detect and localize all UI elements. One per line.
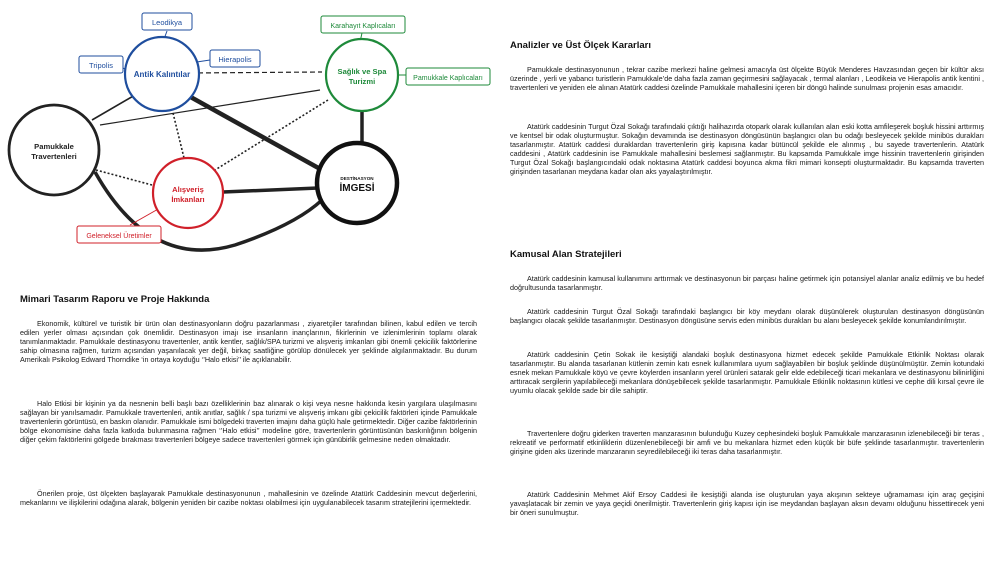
node-antik-kalintilar xyxy=(125,37,199,111)
node-saglik-label-2: Turizmi xyxy=(348,77,376,86)
right-paragraph-4: Atatürk caddesinin Turgut Özal Sokağı tarafındaki başlangıcı bir köy meydanı olarak düşünülerek oluşturulan destinasyon döngüsünün başlangıcı olacak şekilde tasarlanmıştır. Destinasyon döngüsüne servis eden minibüs durakları bu alanı besleyecek şekilde konumlandırılmıştır. xyxy=(510,307,984,325)
link-antik-imge xyxy=(187,95,322,170)
tag-leodikya xyxy=(142,13,192,30)
right-paragraph-5: Atatürk caddesinin Çetin Sokak ile kesiştiği alandaki boşluk destinasyona hizmet edecek şekilde Pamukkale Etkinlik Noktası olarak tasarlanmıştır. Bu alanda tasarlanan kütlenin zemin katı esnek kullanımlara uyum sağlayabilen bir boşluk şeklinde düşünülmüştür. Zemin kotundaki esnek mekan Pamukkale köyü ve çevre köylerden insanların yerel ürünleri satarak gelir elde edebileceği ticari mekanlara ve destinasyonu bilinirliğini arttıracak sergilerin yapılabileceği mekanlara dönüşebilecek şekilde tasarlanmıştır. Pamukkale Etkinlik noktasının kütlesi ve cephe dili kırsal çevre ile uyumlu olacak şekilde sade bir dile sahiptir. xyxy=(510,350,984,395)
node-saglik-label-1: Sağlık ve Spa xyxy=(337,67,387,76)
link-antik-alisveris xyxy=(173,113,185,162)
tag-pamukkale-kaplica xyxy=(406,68,490,85)
node-imge-label-small: DESTİNASYON xyxy=(340,176,374,181)
right-heading-kamusal: Kamusal Alan Stratejileri xyxy=(510,249,622,260)
tag-karahayit-label: Karahayıt Kaplıcaları xyxy=(330,23,396,30)
link-pamukkale-alisveris xyxy=(96,170,152,185)
left-heading: Mimari Tasarım Raporu ve Proje Hakkında xyxy=(20,294,210,305)
right-paragraph-2: Atatürk caddesinin Turgut Özal Sokağı tarafındaki çıktığı halihazırda otopark olarak kullanılan alan eski kotta amfileşerek boşluk hissini arttırmış ve kentsel bir odak oluşturmuştur. Sokağın devamında ise destinasyon döngüsünün başlangıcı olan bu odağı besleyecek şekilde minibüs durakları tasarlanmıştır. Atatürk caddesi duraklardan travertenlerin giriş kapısına kadar bütüncül şekilde ele alınmış , bu sayede travertenlerin. Atatürk caddesini , Atatürk caddesinin ise Pamukkale mahallesini beslemesi sağlanmıştır. Bu kapsamda Pamukkale imge hissinin travertenlerin girişinden Turgut Özal Sokağı başlangıcındaki odak noktasına Atatürk caddesi boyunca akma fikri mimari konsepti oluşturmaktadır. Bu kapsamda traverten girişinden tasarlanan meydana kadar olan aks yayalaştırılmıştır. xyxy=(510,122,984,176)
tag-tripolis xyxy=(79,56,123,73)
node-pamukkale-label-1: Pamukkale xyxy=(34,142,74,151)
left-paragraph-3: Önerilen proje, üst ölçekten başlayarak Pamukkale destinasyonunun , mahallesinin ve özelinde Atatürk Caddesinin mevcut değerlerini, mekanlarını ve ilişkilerini odağına alarak, bölgenin yeniden bir cazibe noktası olabilmesi için uygulanabilecek tasarım stratejilerini içermektedir. xyxy=(20,489,477,507)
tag-geleneksel-label: Geleneksel Üretimler xyxy=(86,233,152,240)
left-paragraph-1: Ekonomik, kültürel ve turistik bir ürün olan destinasyonların doğru pazarlanması , ziyaretçiler tarafından bilinen, kabul edilen ve tercih edilen yerler olması açısından çok önemlidir. Destinasyon imajı ise insanların inançlarının, fikirlerinin ve izlenimlerinin toplamı olarak tanımlanmaktadır. Pamukkale destinasyonu travertenler, antik kentler, sağlık/SPA turizmi ve alışveriş imkanları gibi önemli çekicilik faktörlerine sahip olmasına rağmen, turizm açısından yaşanılacak yer değil, birkaç saatliğine görülüp dönülecek yer şeklinde algılanmaktadır. Bu durum Amerikalı Psikolog Edward Thorndike ‘in ortaya koyduğu ‘’Halo etkisi’’ ile açıklanabilir. xyxy=(20,319,477,364)
node-alisveris-label-1: Alışveriş xyxy=(172,185,204,194)
node-pamukkale-travertenleri xyxy=(9,105,99,195)
link-alisveris-imge xyxy=(223,188,318,192)
link-antik-saglik xyxy=(190,72,322,73)
tag-leodikya-label: Leodikya xyxy=(151,18,183,27)
right-heading-analizler: Analizler ve Üst Ölçek Kararları xyxy=(510,40,651,51)
node-antik-label: Antik Kalıntılar xyxy=(133,70,191,79)
tag-hierapolis-label: Hierapolis xyxy=(218,55,252,64)
node-alisveris-label-2: İmkanları xyxy=(171,195,205,204)
tag-karahayit xyxy=(321,16,405,33)
tag-tripolis-label: Tripolis xyxy=(89,61,113,70)
right-paragraph-3: Atatürk caddesinin kamusal kullanımını arttırmak ve destinasyonun bir parçası haline getirmek için potansiyel alanlar analiz edilmiş ve bu hedef doğrultusunda tasarlanmıştır. xyxy=(510,274,984,292)
node-alisveris-imkanlari xyxy=(153,158,223,228)
node-imge-label-big: İMGESİ xyxy=(339,183,375,194)
tag-hierapolis xyxy=(210,50,260,67)
link-tag-geleneksel xyxy=(130,208,160,225)
destination-image-diagram xyxy=(0,0,500,290)
node-saglik-spa xyxy=(326,39,398,111)
link-saglik-alisveris xyxy=(215,100,328,170)
tag-geleneksel xyxy=(77,226,161,243)
link-pamukkale-antik xyxy=(92,95,135,120)
left-paragraph-2: Halo Etkisi bir kişinin ya da nesnenin belli başlı bazı özelliklerinin baz alınarak o kişi veya nesne hakkında kesin yargılara ulaşılmasını sağlayan bir yanılsamadır. Pamukkale travertenleri, antik anıtlar, sağlık / spa turizmi ve alışveriş imkanı gibi çekicilik faktörleri içinde Pamukkale travertenlerin görüntüsü, en baskın olanıdır. Pamukkale ismi bölgedeki traverten imajını daha güçlü hale getirmektedir. Diğer cazibe faktörlerinin bölge ekonomisine daha fazla katkıda bulunmasına rağmen ‘’Halo etkisi’’ modeline göre, travertenlerin görüntüsünün baskınlığının bölgenin diğer çekim faktörlerini gölgede bırakması travertenleri bölgeye sadece travertenleri görmek için günübirlik gelmesine neden olmaktadır. xyxy=(20,399,477,444)
right-paragraph-1: Pamukkale destinasyonunun , tekrar cazibe merkezi haline gelmesi amacıyla üst ölçekte Büyük Menderes Havzasından geçen bir kültür aksı üzerinde , yerli ve yabancı turistlerin Pamukkale’de daha fazla zaman geçirmesini sağlayacak , termal alanları , Leodikeia ve Hierapolis antik kentini , travertenleri ve yeniden ele alınan Atatürk caddesi özelinde Pamukkale mahallesini içeren bir döngü halinde sunulması projenin esas amacıdır. xyxy=(510,65,984,92)
node-destinasyon-imgesi xyxy=(317,143,397,223)
node-pamukkale-label-2: Travertenleri xyxy=(31,152,77,161)
right-paragraph-6: Travertenlere doğru giderken traverten manzarasının bulunduğu Kuzey cephesindeki boşluk Pamukkale manzarasının izlenebileceği bir teras , rekreatif ve performatif etkinliklerin düzenlenebileceği bir amfi ve bu mekanlara hizmet eden küçük bir büfe şeklinde tasarlanmıştır. travertenlerin girişine giden aks üzerinde manzaranın seyredilebileceği iki teras daha tasarlanmıştır. xyxy=(510,429,984,456)
tag-pamukkale-kaplica-label: Pamukkale Kaplıcaları xyxy=(413,75,483,82)
right-paragraph-7: Atatürk Caddesinin Mehmet Akif Ersoy Caddesi ile kesiştiği alanda ise oluşturulan yaya akışının sekteye uğramaması için araç geçişini yavaşlatacak bir zemin ve yaya geçidi önerilmiştir. Travertenlerin giriş kapısı için ise meydandan başlayan aksın devamı olduğunu hissettirecek yeni bir öneri sunulmuştur. xyxy=(510,490,984,517)
